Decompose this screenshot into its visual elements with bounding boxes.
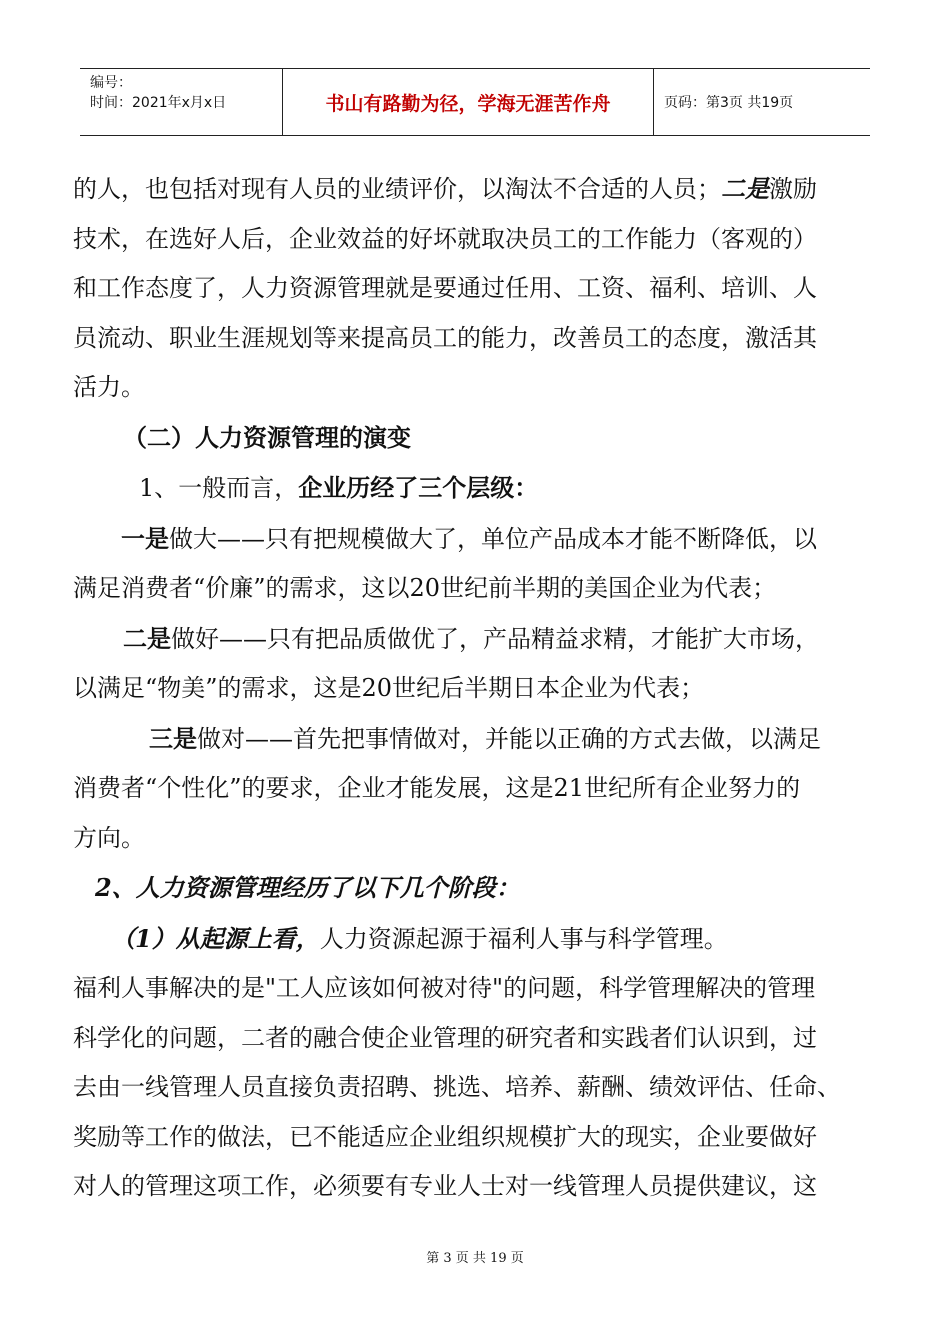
text-run: 人力资源起源于福利人事与科学管理。 [319, 924, 728, 953]
body-line [73, 264, 883, 314]
body-line [73, 413, 883, 464]
text-run: 技术，在选好人后，企业效益的好坏就取决员工的工作能力（客观的） [73, 224, 817, 253]
body-line [73, 1014, 883, 1064]
text-run: 一是 [121, 523, 169, 553]
body-line [73, 463, 883, 514]
text-run: 消费者“个性化”的要求，企业才能发展，这是21世纪所有企业努力的 [73, 774, 801, 802]
page-header [80, 68, 870, 136]
body-line [73, 914, 883, 965]
text-run: 福利人事解决的是"工人应该如何被对待"的问题，科学管理解决的管理 [73, 974, 816, 1002]
text-run: 科学化的问题，二者的融合使企业管理的研究者和实践者们认识到，过 [73, 1023, 817, 1052]
text-run: 对人的管理这项工作，必须要有专业人士对一线管理人员提供建议，这 [73, 1172, 817, 1200]
body-line [73, 215, 883, 265]
body-line [73, 764, 883, 814]
header-info [80, 69, 282, 135]
text-run: 以满足“物美”的需求，这是20世纪后半期日本企业为代表； [73, 674, 705, 702]
text-run: 活力。 [73, 373, 145, 401]
body-line [73, 814, 883, 864]
text-run: 二是 [123, 623, 171, 653]
text-run: 做好——只有把品质做优了，产品精益求精，才能扩大市场， [171, 624, 819, 653]
text-run: 满足消费者“价廉”的需求，这以20世纪前半期的美国企业为代表； [73, 574, 777, 602]
text-run: 做对——首先把事情做对，并能以正确的方式去做，以满足 [197, 724, 821, 753]
document-body [73, 164, 883, 1212]
text-run: （二）人力资源管理的演变 [123, 422, 411, 452]
body-line [73, 614, 883, 665]
body-line [73, 714, 883, 765]
body-line [73, 1162, 883, 1212]
body-line [73, 314, 883, 364]
text-run: 2、人力资源管理经历了以下几个阶段： [95, 873, 520, 902]
text-run: 企业历经了三个层级： [298, 473, 539, 502]
body-line [73, 1113, 883, 1163]
document-number-label: 编号： [90, 75, 132, 91]
text-run: 员流动、职业生涯规划等来提高员工的能力，改善员工的态度，激活其 [73, 323, 817, 352]
body-line [73, 363, 883, 413]
text-run: 奖励等工作的做法，已不能适应企业组织规模扩大的现实，企业要做好 [73, 1122, 817, 1151]
text-run: 和工作态度了，人力资源管理就是要通过任用、工资、福利、培训、人 [73, 274, 817, 302]
body-line [73, 964, 883, 1014]
header-motto: 书山有路勤为径，学海无涯苦作舟 [282, 69, 654, 135]
body-line [73, 1063, 883, 1113]
document-time-label: 时间：2021年x月x日 [90, 95, 227, 111]
body-line [73, 514, 883, 565]
page-footer: 第 3 页 共 19 页 [426, 1251, 524, 1266]
header-page-info: 页码：第3页 共19页 [664, 95, 794, 111]
text-run: 1、一般而言， [139, 474, 299, 502]
body-line [73, 164, 883, 215]
body-line [73, 564, 883, 614]
body-line [73, 664, 883, 714]
text-run: 激励 [769, 175, 817, 203]
text-run: 的人，也包括对现有人员的业绩评价，以淘汰不合适的人员； [73, 175, 721, 203]
text-run: 方向。 [73, 823, 145, 852]
text-run: 去由一线管理人员直接负责招聘、挑选、培养、薪酬、绩效评估、任命、 [73, 1073, 841, 1101]
text-run: 二是 [721, 174, 769, 203]
text-run: 三是 [149, 723, 197, 753]
text-run: （1）从起源上看， [111, 923, 320, 953]
text-run: 做大——只有把规模做大了，单位产品成本才能不断降低，以 [169, 524, 817, 553]
body-line [73, 863, 883, 914]
